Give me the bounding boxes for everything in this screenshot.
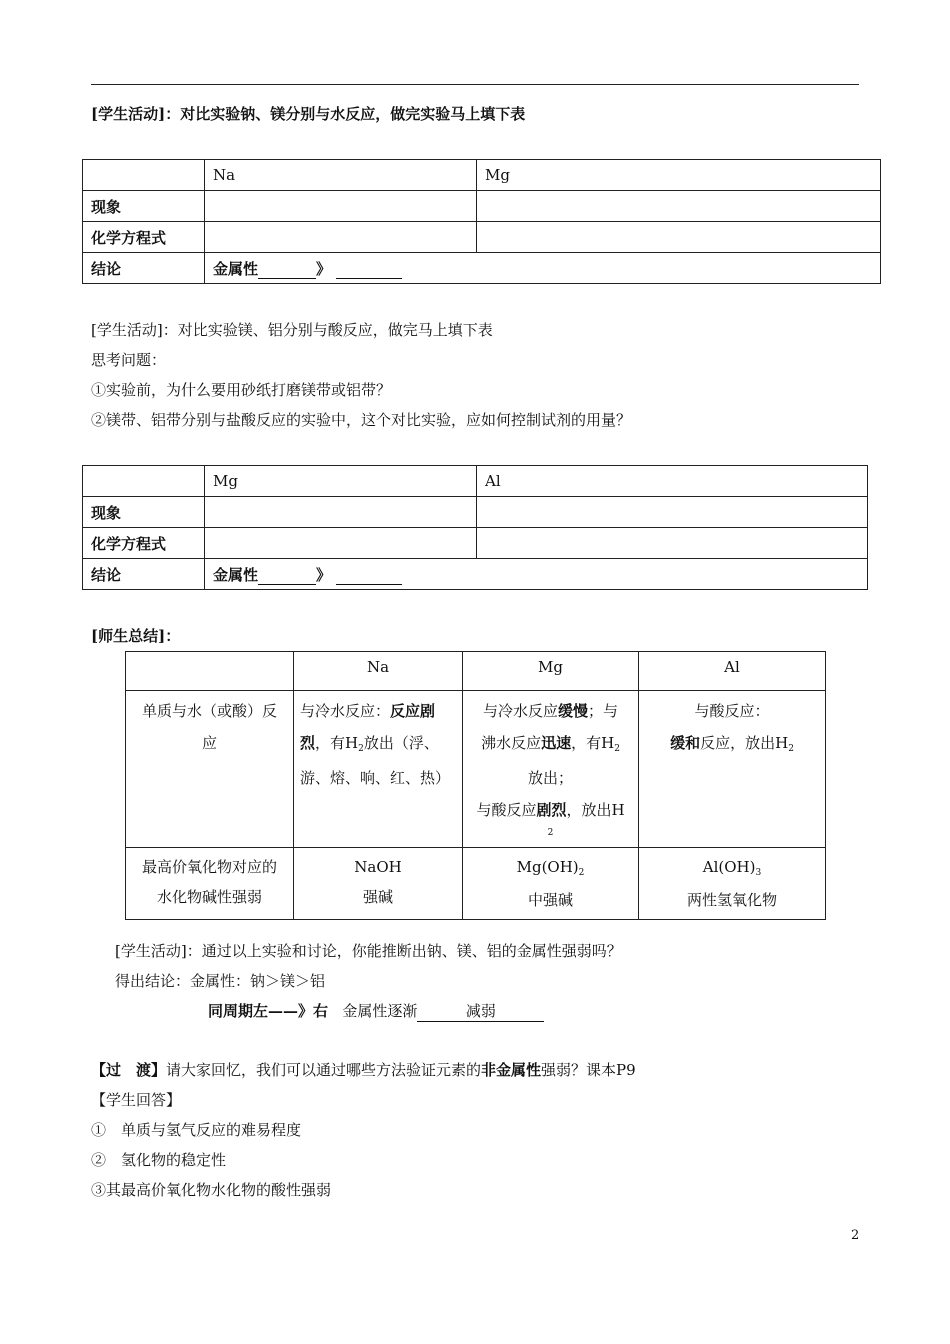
- text-bold: 缓慢: [557, 702, 588, 720]
- text: 放出；: [527, 769, 573, 787]
- answer-title: 【学生回答】: [91, 1091, 182, 1109]
- table2-row-conclusion: 结论: [83, 559, 205, 590]
- text-bold: 缓和: [670, 734, 701, 752]
- header-rule: [91, 84, 859, 85]
- summary-al-reaction: [639, 691, 826, 848]
- label-line: 应: [201, 734, 217, 752]
- period-text: 金属性逐渐: [342, 1002, 418, 1020]
- text: ；与: [588, 702, 619, 720]
- text-bold: 剧烈: [536, 801, 567, 819]
- question-1: ①实验前，为什么要用砂纸打磨镁带或铝带？: [91, 381, 392, 399]
- table1-corner: [83, 160, 205, 191]
- table1-cell[interactable]: [205, 222, 477, 253]
- period-direction: 同周期左——》右: [208, 1002, 329, 1020]
- table-na-mg: [82, 159, 881, 284]
- table2-conclusion-cell: [205, 559, 868, 590]
- table1-cell[interactable]: [477, 191, 881, 222]
- text: 反应，放出H: [700, 734, 789, 752]
- activity-2-heading: [学生活动]：对比实验镁、铝分别与酸反应，做完马上填下表: [91, 321, 493, 339]
- subscript: 2: [578, 868, 585, 878]
- subscript: 2: [788, 744, 794, 754]
- table2-corner: [83, 466, 205, 497]
- table2-cell[interactable]: [205, 528, 477, 559]
- subscript: 3: [755, 868, 762, 878]
- summary-al-base: [639, 848, 826, 920]
- summary-mg-base: [463, 848, 639, 920]
- period-answer: 减弱: [417, 1000, 544, 1022]
- answer-3: ③其最高价氧化物水化物的酸性强弱: [91, 1181, 332, 1199]
- summary-na-reaction: [294, 691, 463, 848]
- text: ，有H: [315, 734, 359, 752]
- summary-header-mg: Mg: [463, 652, 639, 691]
- activity-3-text: [学生活动]：通过以上实验和讨论，你能推断出钠、镁、铝的金属性强弱吗？: [115, 942, 622, 960]
- label-line: 最高价氧化物对应的: [141, 858, 277, 876]
- text: 沸水反应: [481, 734, 542, 752]
- blank-field[interactable]: [258, 570, 316, 585]
- text: ，放出H: [566, 801, 625, 819]
- table2-row-equation: 化学方程式: [83, 528, 205, 559]
- text: 放出（浮、: [363, 734, 439, 752]
- think-title: 思考问题：: [91, 351, 167, 369]
- label-line: 水化物碱性强弱: [156, 888, 262, 906]
- summary-header-na: Na: [294, 652, 463, 691]
- table2-cell[interactable]: [477, 528, 868, 559]
- conclusion-arrow: 》: [316, 259, 332, 278]
- activity-1-heading: [学生活动]：对比实验钠、镁分别与水反应，做完实验马上填下表: [91, 105, 526, 123]
- conclusion-line: 得出结论：金属性：钠＞镁＞铝: [115, 972, 326, 990]
- formula: Al(OH): [702, 858, 756, 876]
- table2-header-mg: Mg: [205, 466, 477, 497]
- table2-row-phenomenon: 现象: [83, 497, 205, 528]
- summary-table: [125, 651, 826, 920]
- blank-field[interactable]: [336, 570, 402, 585]
- text: 与酸反应：: [694, 702, 770, 720]
- question-2: ②镁带、铝带分别与盐酸反应的实验中，这个对比实验，应如何控制试剂的用量？: [91, 411, 632, 429]
- answer-2: ② 氢化物的稳定性: [91, 1151, 227, 1169]
- table1-cell[interactable]: [477, 222, 881, 253]
- text-bold: 烈: [300, 734, 316, 752]
- table1-row-equation: 化学方程式: [83, 222, 205, 253]
- conclusion-arrow: 》: [316, 565, 332, 584]
- summary-corner: [126, 652, 294, 691]
- table1-conclusion-cell: [205, 253, 881, 284]
- summary-mg-reaction: [463, 691, 639, 848]
- activity-3-heading: [115, 940, 622, 961]
- table1-header-na: Na: [205, 160, 477, 191]
- conclusion-prefix: 金属性: [213, 259, 259, 278]
- text: ，有H: [571, 734, 615, 752]
- summary-row-reaction-label: [126, 691, 294, 848]
- transition-label: 【过 渡】: [91, 1061, 167, 1079]
- text-bold: 迅速: [541, 734, 572, 752]
- text: 与酸反应: [476, 801, 537, 819]
- summary-row-base-label: [126, 848, 294, 920]
- page-number: 2: [851, 1228, 860, 1243]
- table1-header-mg: Mg: [477, 160, 881, 191]
- answer-1: ① 单质与氢气反应的难易程度: [91, 1121, 302, 1139]
- summary-title: [师生总结]：: [91, 627, 181, 645]
- formula: NaOH: [354, 858, 402, 876]
- text: 强碱: [362, 888, 393, 906]
- text: 与冷水反应：: [300, 702, 391, 720]
- text: 两性氢氧化物: [686, 891, 777, 909]
- conclusion-prefix: 金属性: [213, 565, 259, 584]
- table2-header-al: Al: [477, 466, 868, 497]
- text: 中强碱: [527, 891, 573, 909]
- text: 与冷水反应: [482, 702, 558, 720]
- period-trend-line: [208, 1000, 544, 1022]
- table1-row-phenomenon: 现象: [83, 191, 205, 222]
- subscript: 2: [547, 828, 554, 838]
- table2-cell[interactable]: [477, 497, 868, 528]
- transition-bold: 非金属性: [481, 1061, 542, 1079]
- transition-text: 强弱？课本P9: [541, 1061, 636, 1079]
- transition-line: [91, 1059, 636, 1080]
- table1-row-conclusion: 结论: [83, 253, 205, 284]
- blank-field[interactable]: [258, 264, 316, 279]
- text-bold: 反应剧: [390, 702, 436, 720]
- transition-text: 请大家回忆，我们可以通过哪些方法验证元素的: [166, 1061, 482, 1079]
- table1-cell[interactable]: [205, 191, 477, 222]
- subscript: 2: [614, 744, 620, 754]
- table-mg-al: [82, 465, 868, 590]
- summary-na-base: [294, 848, 463, 920]
- table2-cell[interactable]: [205, 497, 477, 528]
- text: 游、熔、响、红、热）: [300, 769, 451, 787]
- formula: Mg(OH): [516, 858, 579, 876]
- label-line: 单质与水（或酸）反: [141, 702, 277, 720]
- subscript: 2: [358, 744, 364, 754]
- summary-header-al: Al: [639, 652, 826, 691]
- blank-field[interactable]: [336, 264, 402, 279]
